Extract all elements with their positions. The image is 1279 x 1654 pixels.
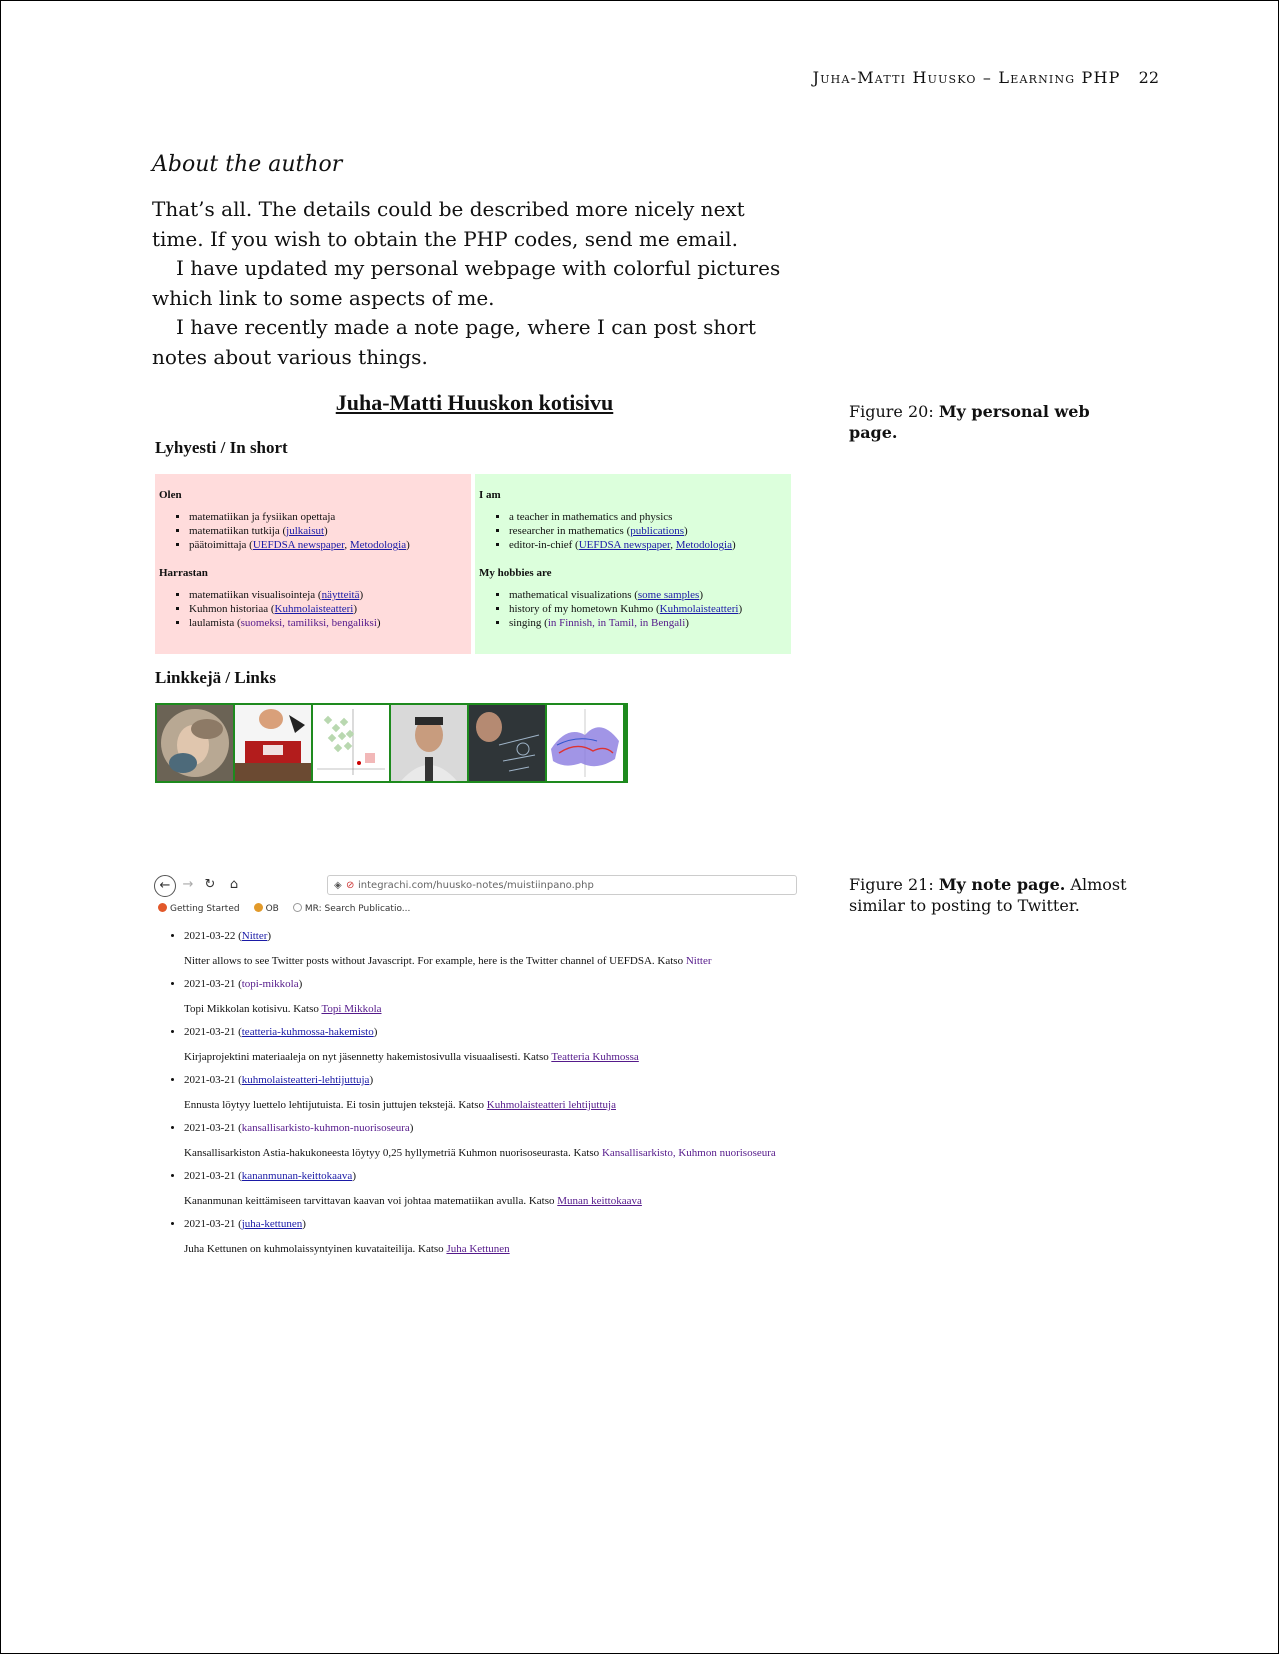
note-text: Ennusta löytyy luettelo lehtijutuista. Ei tosin juttujen tekstejä. Katso Kuhmolaisteatteri lehtijuttuja (184, 1099, 616, 1111)
list-item: ▪ a teacher in mathematics and physics (509, 510, 791, 524)
list-item: ▪ mathematical visualizations (some samples) (509, 588, 791, 602)
bookmark-icon (254, 903, 263, 912)
shield-icon: ◈ (334, 880, 342, 891)
finnish-heading-harrastan: Harrastan (159, 567, 208, 579)
caption-title: My note page. (938, 875, 1066, 894)
note-text: Kirjaprojektini materiaaleja on nyt jäsennetty hakemistosivulla visuaalisesti. Katso Teatteria Kuhmossa (184, 1051, 639, 1063)
english-heading-hobbies: My hobbies are (479, 567, 552, 579)
reload-icon[interactable]: ↻ (204, 877, 216, 892)
link-uefdsa-newspaper[interactable]: UEFDSA newspaper (252, 539, 345, 551)
english-heading-i-am: I am (479, 489, 501, 501)
notes-list (152, 930, 800, 1262)
note-tag-link[interactable]: kananmunan-keittokaava (241, 1170, 353, 1182)
english-list-2 (475, 588, 791, 630)
note-tag-link[interactable]: topi-mikkola (241, 978, 299, 990)
link-laulamista[interactable]: suomeksi, tamiliksi, bengaliksi (240, 617, 377, 629)
english-column (475, 474, 791, 654)
note-link[interactable]: Teatteria Kuhmossa (551, 1051, 639, 1063)
running-head (813, 68, 1159, 87)
caption-title: My personal web page. (849, 402, 1090, 442)
note-item: • 2021-03-21 (topi-mikkola) Topi Mikkolan kotisivu. Katso Topi Mikkola (184, 978, 800, 1026)
bookmarks-bar (152, 903, 800, 919)
link-kuhmolaisteatteri[interactable]: Kuhmolaisteatteri (659, 603, 739, 615)
list-item: ▪ editor-in-chief (UEFDSA newspaper, Metodologia) (509, 538, 791, 552)
note-text: Topi Mikkolan kotisivu. Katso Topi Mikkola (184, 1003, 382, 1015)
link-publications[interactable]: publications (630, 525, 685, 537)
links-heading: Linkkejä / Links (155, 668, 276, 687)
caption-label: Figure 21: (849, 875, 934, 894)
list-item: ▪ laulamista (suomeksi, tamiliksi, bengaliksi) (189, 616, 471, 630)
figure-personal-web-page (152, 390, 797, 790)
bookmark-mr-search[interactable]: MR: Search Publicatio... (293, 903, 411, 919)
home-icon[interactable]: ⌂ (229, 877, 239, 892)
note-tag-link[interactable]: Nitter (241, 930, 268, 942)
note-tag-link[interactable]: juha-kettunen (241, 1218, 303, 1230)
thumbnail-portrait-link[interactable] (157, 705, 233, 781)
link-uefdsa-newspaper[interactable]: UEFDSA newspaper (578, 539, 671, 551)
caption-text: Almost similar to posting to Twitter. (849, 875, 1127, 915)
finnish-list-1 (155, 510, 471, 552)
firefox-icon (158, 903, 167, 912)
back-icon[interactable]: ← (154, 875, 176, 897)
list-item: ▪ history of my hometown Kuhmo (Kuhmolaisteatteri) (509, 602, 791, 616)
thumbnail-photo-link[interactable] (391, 705, 467, 781)
note-link[interactable]: Munan keittokaava (557, 1195, 642, 1207)
thumbnail-chessboard-plot-link[interactable] (313, 705, 389, 781)
list-item: ▪ matematiikan visualisointeja (näytteitä) (189, 588, 471, 602)
link-metodologia[interactable]: Metodologia (675, 539, 732, 551)
paragraph: I have recently made a note page, where I can post short notes about various things. (152, 315, 756, 369)
list-item: ▪ matematiikan ja fysiikan opettaja (189, 510, 471, 524)
list-item: ▪ singing (in Finnish, in Tamil, in Bengali) (509, 616, 791, 630)
english-list-1 (475, 510, 791, 552)
in-short-heading: Lyhyesti / In short (155, 438, 288, 457)
note-link[interactable]: Kansallisarkisto, Kuhmon nuorisoseura (601, 1147, 776, 1159)
url-text: integrachi.com/huusko-notes/muistiinpano.php (358, 880, 594, 891)
note-tag-link[interactable]: teatteria-kuhmossa-hakemisto (241, 1026, 374, 1038)
browser-toolbar (152, 872, 800, 900)
note-link[interactable]: Nitter (685, 955, 712, 967)
note-text: Kananmunan keittämiseen tarvittavan kaavan voi johtaa matematiikan avulla. Katso Munan keittokaava (184, 1195, 642, 1207)
list-item: ▪ päätoimittaja (UEFDSA newspaper, Metodologia) (189, 538, 471, 552)
list-item: ▪ Kuhmon historiaa (Kuhmolaisteatteri) (189, 602, 471, 616)
note-link[interactable]: Juha Kettunen (446, 1243, 510, 1255)
figure-note-page (152, 872, 800, 1262)
note-item: • 2021-03-22 (Nitter) Nitter allows to see Twitter posts without Javascript. For example, here is the Twitter channel of UEFDSA. Katso Nitter (184, 930, 800, 978)
loading-icon (293, 903, 302, 912)
figure-20-caption (849, 401, 1139, 443)
note-item: • 2021-03-21 (kuhmolaisteatteri-lehtijuttuja) Ennusta löytyy luettelo lehtijutuista. Ei tosin juttujen tekstejä. Katso Kuhmolaisteatteri lehtijuttuja (184, 1074, 800, 1122)
note-item: • 2021-03-21 (teatteria-kuhmossa-hakemisto) Kirjaprojektini materiaaleja on nyt jäsennetty hakemistosivulla visuaalisesti. Katso Teatteria Kuhmossa (184, 1026, 800, 1074)
thumbnail-theatre-link[interactable] (235, 705, 311, 781)
thumbnail-surface-plot-link[interactable] (547, 705, 623, 781)
caption-label: Figure 20: (849, 402, 934, 421)
note-link[interactable]: Topi Mikkola (321, 1003, 382, 1015)
note-link[interactable]: Kuhmolaisteatteri lehtijuttuja (486, 1099, 616, 1111)
link-julkaisut[interactable]: julkaisut (286, 525, 325, 537)
finnish-column (155, 474, 471, 654)
link-some-samples[interactable]: some samples (637, 589, 700, 601)
address-bar[interactable] (327, 875, 797, 895)
note-text: Nitter allows to see Twitter posts without Javascript. For example, here is the Twitter channel of UEFDSA. Katso Nitter (184, 955, 712, 967)
note-tag-link[interactable]: kuhmolaisteatteri-lehtijuttuja (241, 1074, 370, 1086)
note-text: Kansallisarkiston Astia-hakukoneesta löytyy 0,25 hyllymetriä Kuhmon nuorisoseurasta. Katso Kansallisarkisto, Kuhmon nuorisoseura (184, 1147, 776, 1159)
list-item: ▪ matematiikan tutkija (julkaisut) (189, 524, 471, 538)
link-naytteita[interactable]: näytteitä (321, 589, 360, 601)
note-item: • 2021-03-21 (kansallisarkisto-kuhmon-nuorisoseura) Kansallisarkiston Astia-hakukoneesta löytyy 0,25 hyllymetriä Kuhmon nuorisoseurasta. Katso Kansallisarkisto, Kuhmon nuorisoseura (184, 1122, 800, 1170)
page-number: 22 (1138, 68, 1159, 87)
note-text: Juha Kettunen on kuhmolaissyntyinen kuvataiteilija. Katso Juha Kettunen (184, 1243, 510, 1255)
finnish-list-2 (155, 588, 471, 630)
bookmark-getting-started[interactable]: Getting Started (158, 903, 240, 919)
insecure-lock-icon: ⊘ (346, 880, 355, 891)
note-tag-link[interactable]: kansallisarkisto-kuhmon-nuorisoseura (241, 1122, 410, 1134)
link-metodologia[interactable]: Metodologia (349, 539, 407, 551)
link-singing[interactable]: in Finnish, in Tamil, in Bengali (547, 617, 686, 629)
finnish-heading-olen: Olen (159, 489, 182, 501)
running-title: Juha-Matti Huusko – Learning PHP (812, 68, 1121, 87)
paragraph: I have updated my personal webpage with colorful pictures which link to some aspects of me. (152, 256, 781, 310)
link-kuhmolaisteatteri[interactable]: Kuhmolaisteatteri (274, 603, 354, 615)
body-text (152, 195, 802, 372)
note-item: • 2021-03-21 (juha-kettunen) Juha Kettunen on kuhmolaissyntyinen kuvataiteilija. Katso Juha Kettunen (184, 1218, 800, 1262)
paragraph: That’s all. The details could be described more nicely next time. If you wish to obtain the PHP codes, send me email. (152, 197, 745, 251)
section-title: About the author (152, 152, 343, 177)
note-item: • 2021-03-21 (kananmunan-keittokaava) Kananmunan keittämiseen tarvittavan kaavan voi johtaa matematiikan avulla. Katso Munan keittokaava (184, 1170, 800, 1218)
forward-icon[interactable]: → (182, 877, 194, 892)
webpage-title: Juha-Matti Huuskon kotisivu (335, 390, 614, 415)
figure-21-caption (849, 874, 1139, 916)
thumbnail-blackboard-link[interactable] (469, 705, 545, 781)
bookmark-ob[interactable]: OB (254, 903, 279, 919)
link-thumbnails (155, 703, 628, 783)
list-item: ▪ researcher in mathematics (publications) (509, 524, 791, 538)
